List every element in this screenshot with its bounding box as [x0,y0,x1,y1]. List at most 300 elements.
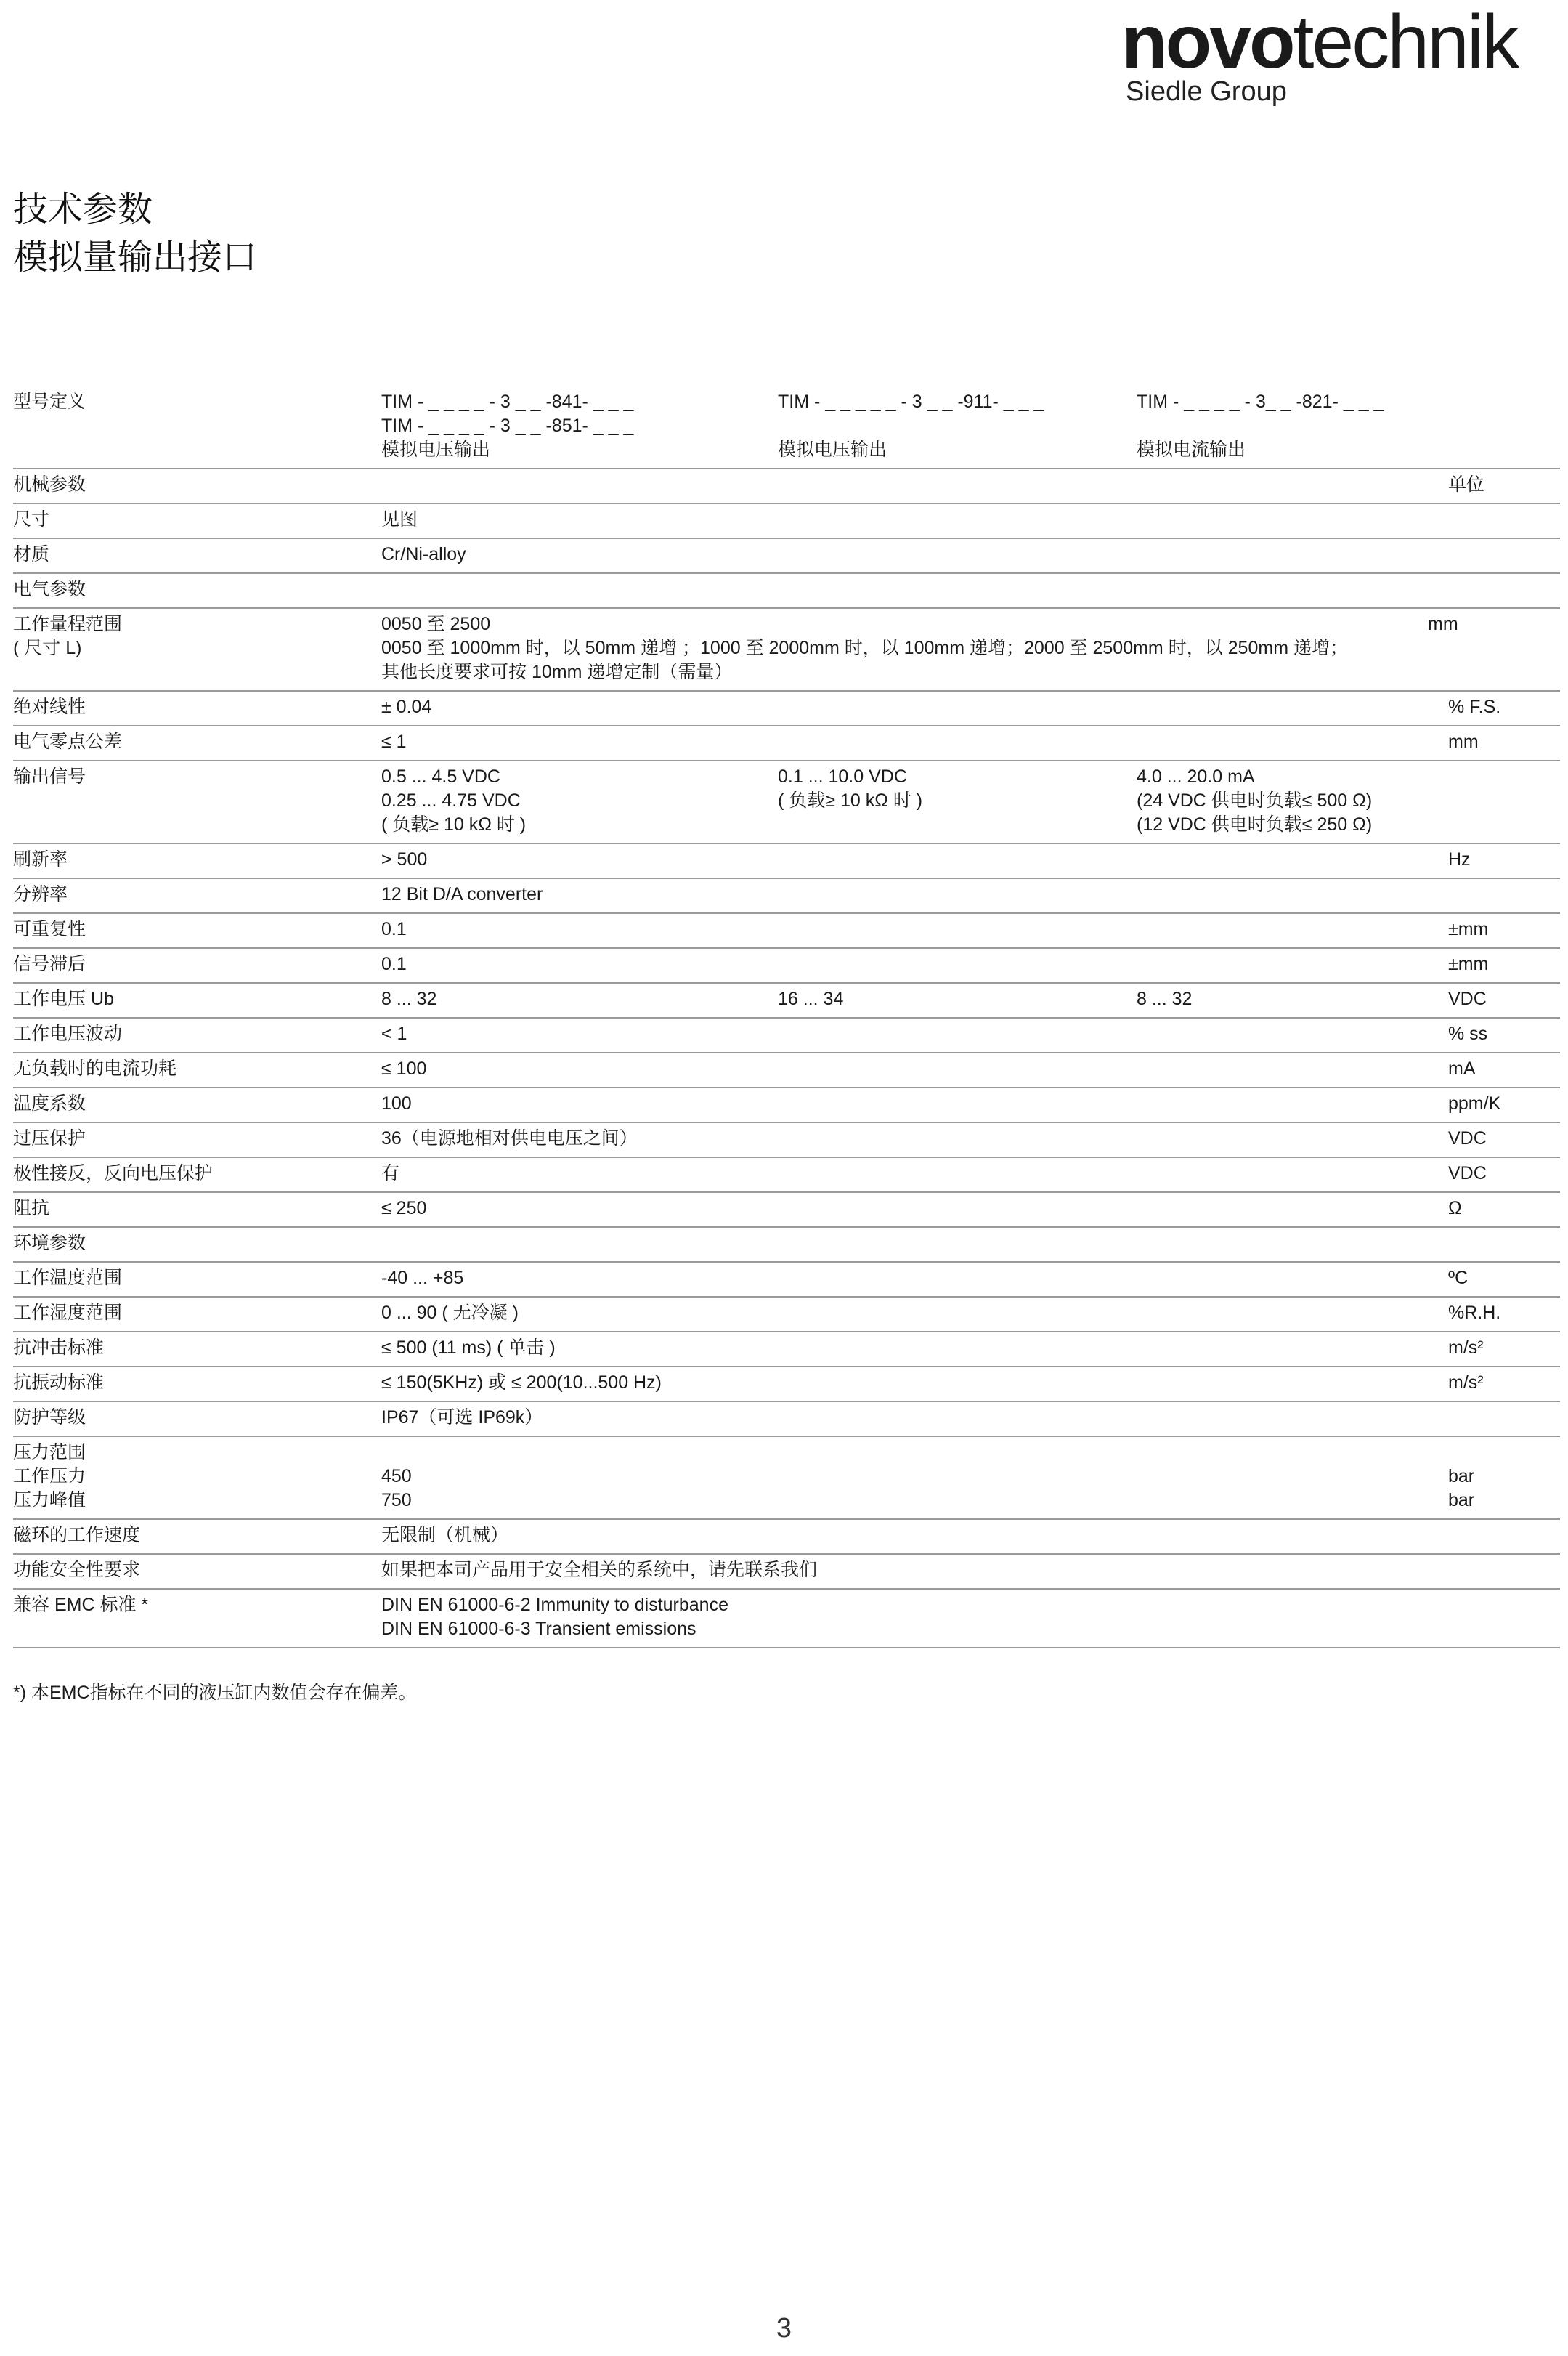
spec-value-2-line [778,848,1137,872]
spec-label-line: 刷新率 [13,849,68,870]
spec-label [13,730,381,754]
spec-value-1 [381,1197,778,1220]
spec-value-3 [1137,1266,1448,1290]
spec-label [13,508,381,532]
spec-row [13,726,1560,761]
spec-value-3 [1137,1336,1448,1360]
spec-label-line: ( 尺寸 L) [13,638,82,658]
spec-row [13,984,1560,1019]
spec-unit [1448,1092,1560,1116]
header-model-1-type: 模拟电压输出 [381,440,491,460]
spec-value-1-line: ( 负载≥ 10 kΩ 时 ) [381,814,527,835]
spec-label [13,1301,381,1325]
spec-unit-line: Hz [1448,849,1471,870]
spec-value-1-line: 0.5 ... 4.5 VDC [381,766,500,787]
spec-unit-line: m/s² [1448,1372,1484,1393]
spec-label-line: 工作电压 Ub [13,989,114,1009]
spec-value-1 [381,1231,778,1255]
spec-value-3 [1137,1092,1448,1116]
spec-label [13,695,381,719]
spec-value-3-line [1137,1523,1448,1547]
spec-label-line: 电气参数 [13,579,86,599]
spec-unit-line: VDC [1448,1163,1487,1183]
spec-value-1 [381,1441,778,1513]
spec-value-3-line [1137,508,1448,532]
spec-label [13,1127,381,1151]
spec-value-1-line: 0.1 [381,954,407,974]
spec-label-line: 温度系数 [13,1093,86,1114]
spec-label [13,918,381,942]
spec-unit [1448,987,1560,1011]
spec-value-3 [1137,543,1448,567]
spec-value-2-line [778,918,1137,942]
spec-value-1-line: 0.1 [381,919,407,939]
spec-value-1-line: 如果把本司产品用于安全相关的系统中，请先联系我们 [381,1560,818,1580]
spec-value-1-line: 0 ... 90 ( 无冷凝 ) [381,1303,519,1323]
spec-value-line: 0050 至 1000mm 时，以 50mm 递增 ；1000 至 2000mm 时，以 100mm 递增；2000 至 2500mm 时，以 250mm 递增； [381,638,1348,658]
spec-value-3 [1137,1231,1448,1255]
spec-value-1 [381,848,778,872]
spec-value-1-line: 36（电源地相对供电电压之间） [381,1128,638,1149]
spec-row [13,504,1560,539]
spec-row [13,1555,1560,1590]
spec-value-3 [1137,987,1448,1011]
spec-value-1-line [381,578,778,602]
spec-value-2-line: 0.1 ... 10.0 VDC [778,766,907,787]
spec-value-1-line: Cr/Ni-alloy [381,544,466,564]
spec-label-line: 输出信号 [13,766,86,787]
spec-unit-line [1448,1406,1560,1430]
spec-value-2-line [778,1593,1137,1617]
spec-label-line: 绝对线性 [13,697,86,717]
spec-unit-line [1448,1617,1560,1641]
spec-unit-line [1428,636,1560,660]
header-unit [1448,390,1560,462]
spec-unit [1448,695,1560,719]
spec-value-2-line [778,1558,1137,1582]
header-model-2-line: TIM - _ _ _ _ _ - 3 _ _ -911- _ _ _ [778,392,1044,412]
spec-value-1-line [381,1441,778,1465]
spec-row [13,914,1560,949]
spec-unit-line [1448,765,1560,789]
spec-unit-line [1448,883,1560,907]
spec-row [13,844,1560,879]
spec-unit [1448,1558,1560,1582]
spec-label-line: 工作电压波动 [13,1024,123,1044]
logo-wordmark [1121,0,1517,84]
spec-value-1-line: ± 0.04 [381,697,432,717]
spec-value-2-line [778,1523,1137,1547]
spec-value-2-line [778,1489,1137,1513]
spec-row [13,1367,1560,1402]
spec-value-3-line [1137,1558,1448,1582]
page-number: 3 [776,2313,792,2344]
spec-unit-line: mm [1428,614,1458,634]
spec-value-3 [1137,508,1448,532]
spec-unit [1448,1022,1560,1046]
spec-label [13,1057,381,1081]
spec-unit [1448,578,1560,602]
spec-value-2-line [778,1465,1137,1489]
spec-value-2 [778,1266,1137,1290]
spec-value-3 [1137,578,1448,602]
spec-unit-line [1448,543,1560,567]
spec-label-line: 极性接反，反向电压保护 [13,1163,214,1183]
spec-row [13,1590,1560,1648]
spec-value-3-line [1137,578,1448,602]
spec-label-line: 无负载时的电流功耗 [13,1058,177,1079]
spec-value-1 [381,1127,778,1151]
spec-value-2-line [778,813,1137,837]
spec-label [13,578,381,602]
spec-value-1-line: IP67（可选 IP69k） [381,1407,543,1428]
spec-value-3 [1137,1406,1448,1430]
spec-label [13,1092,381,1116]
spec-unit-line [1448,578,1560,602]
spec-label-line: 可重复性 [13,919,86,939]
spec-label [13,1197,381,1220]
spec-row [13,1263,1560,1298]
spec-label-line: 工作温度范围 [13,1268,123,1288]
spec-label [13,987,381,1011]
spec-value-3 [1137,730,1448,754]
spec-label-line: 环境参数 [13,1233,86,1253]
spec-unit [1448,543,1560,567]
spec-label-line [13,660,381,684]
spec-value-2 [778,508,1137,532]
spec-label-line: 防护等级 [13,1407,86,1428]
spec-value-1 [381,508,778,532]
page-title-line-1: 技术参数 [13,190,153,229]
logo-subtitle: Siedle Group [1126,76,1287,107]
spec-value-2-line [778,473,1137,497]
spec-label [13,1523,381,1547]
spec-value-1-line: 见图 [381,509,418,530]
spec-value-2 [778,1162,1137,1186]
spec-label-line: 抗冲击标准 [13,1337,105,1358]
logo-bold: novo [1121,0,1293,84]
spec-value-3-line [1137,1371,1448,1395]
spec-value-2-line [778,1617,1137,1641]
header-label: 型号定义 [13,392,86,412]
spec-value-2 [778,883,1137,907]
spec-row [13,692,1560,726]
spec-value-1 [381,1162,778,1186]
spec-value-2-line [778,1057,1137,1081]
spec-unit-line: 单位 [1448,474,1485,495]
spec-value-3 [1137,883,1448,907]
spec-label [13,1266,381,1290]
spec-value-1-line: DIN EN 61000-6-3 Transient emissions [381,1619,696,1639]
spec-value-3 [1137,1523,1448,1547]
spec-row [13,1437,1560,1520]
spec-unit-line: ppm/K [1448,1093,1501,1114]
spec-value-2-line [778,1266,1137,1290]
spec-row [13,609,1560,692]
spec-row [13,1088,1560,1123]
spec-value-2-line [778,952,1137,976]
spec-label-line: 分辨率 [13,884,68,904]
spec-value-3-line [1137,848,1448,872]
spec-value-1-line: 0.25 ... 4.75 VDC [381,790,521,811]
spec-unit [1448,1441,1560,1513]
spec-value-3 [1137,1371,1448,1395]
spec-value-1 [381,952,778,976]
spec-label-line [13,1617,381,1641]
spec-unit-line: % ss [1448,1024,1488,1044]
spec-unit-line: mA [1448,1058,1476,1079]
spec-value-1 [381,578,778,602]
spec-value-2 [778,1441,1137,1513]
spec-unit [1448,473,1560,497]
spec-unit [1448,730,1560,754]
spec-unit [1428,612,1560,684]
spec-label [13,1336,381,1360]
spec-value-2 [778,1301,1137,1325]
spec-value-1-line [381,473,778,497]
spec-value-2-line [778,1092,1137,1116]
spec-unit-line: % F.S. [1448,697,1501,717]
spec-value-3 [1137,473,1448,497]
spec-unit-line: bar [1448,1490,1475,1510]
header-model-3-line [1137,414,1448,438]
spec-value-3-line [1137,1266,1448,1290]
spec-value-3 [1137,695,1448,719]
spec-unit-line: ±mm [1448,954,1489,974]
spec-row [13,1228,1560,1263]
spec-unit-line: VDC [1448,989,1487,1009]
spec-unit-line: %R.H. [1448,1303,1501,1323]
spec-value-2-line [778,730,1137,754]
spec-label-line: 电气零点公差 [13,732,123,752]
spec-value-1-line: ≤ 250 [381,1198,427,1218]
spec-value-2 [778,918,1137,942]
spec-value [381,612,1428,684]
spec-unit [1448,1197,1560,1220]
spec-label-line: 磁环的工作速度 [13,1525,141,1545]
spec-unit-line [1448,1593,1560,1617]
header-model-2 [778,390,1137,462]
spec-label [13,765,381,837]
spec-unit-line [1448,813,1560,837]
spec-row [13,1053,1560,1088]
spec-value-3-line [1137,1465,1448,1489]
spec-value-1 [381,1406,778,1430]
spec-unit [1448,508,1560,532]
spec-value-1 [381,1057,778,1081]
spec-row [13,1520,1560,1555]
logo-light: technik [1293,0,1517,84]
spec-value-1-line: 无限制（机械） [381,1525,509,1545]
page-title [13,186,257,282]
spec-row [13,1193,1560,1228]
spec-label-line: 压力峰值 [13,1490,86,1510]
spec-unit-line: ±mm [1448,919,1489,939]
spec-value-2 [778,730,1137,754]
spec-label-line: 工作湿度范围 [13,1303,123,1323]
spec-value-3 [1137,1057,1448,1081]
spec-value-1-line: 450 [381,1466,412,1486]
spec-value-1 [381,1092,778,1116]
spec-unit [1448,1523,1560,1547]
spec-value-1 [381,1301,778,1325]
spec-value-1-line [381,1231,778,1255]
spec-label [13,1441,381,1513]
spec-value-1 [381,695,778,719]
spec-value-1 [381,1371,778,1395]
spec-value-3-line: 4.0 ... 20.0 mA [1137,766,1255,787]
spec-value-line: 其他长度要求可按 10mm 递增定制（需量） [381,662,733,682]
spec-value-2-line [778,1127,1137,1151]
spec-label [13,952,381,976]
header-model-1-line: TIM - _ _ _ _ - 3 _ _ -841- _ _ _ [381,392,634,412]
spec-unit [1448,1266,1560,1290]
spec-unit-line [1448,789,1560,813]
spec-label [13,1231,381,1255]
spec-unit [1448,1336,1560,1360]
spec-label-line: 压力范围 [13,1442,86,1462]
spec-value-1-line: > 500 [381,849,428,870]
spec-label-line [13,789,381,813]
spec-value-2-line [778,1022,1137,1046]
spec-value-2-line [778,508,1137,532]
spec-unit [1448,1406,1560,1430]
spec-unit [1448,1371,1560,1395]
spec-value-2-line [778,1336,1137,1360]
spec-value-2 [778,1523,1137,1547]
spec-unit [1448,883,1560,907]
spec-value-3-line [1137,1406,1448,1430]
spec-value-3 [1137,1558,1448,1582]
spec-value-2 [778,848,1137,872]
spec-value-1-line: 有 [381,1163,400,1183]
spec-value-3-line [1137,1231,1448,1255]
spec-value-3-line: (12 VDC 供电时负载≤ 250 Ω) [1137,814,1373,835]
spec-label [13,612,381,684]
spec-label [13,1022,381,1046]
spec-unit-line [1448,1523,1560,1547]
spec-unit-line: mm [1448,732,1479,752]
spec-value-3 [1137,918,1448,942]
spec-row [13,1402,1560,1437]
spec-label-line: 工作量程范围 [13,614,123,634]
header-model-2-line [778,414,1137,438]
spec-value-1-line: ≤ 100 [381,1058,427,1079]
spec-value-2 [778,1593,1137,1641]
spec-value-3 [1137,1022,1448,1046]
spec-label [13,883,381,907]
spec-row [13,879,1560,914]
header-model-3-line: TIM - _ _ _ _ - 3_ _ -821- _ _ _ [1137,392,1384,412]
spec-value-3 [1137,1162,1448,1186]
spec-value-3-line [1137,730,1448,754]
spec-value-1 [381,987,778,1011]
spec-value-2 [778,1336,1137,1360]
spec-value-2-line [778,695,1137,719]
spec-label-line: 功能安全性要求 [13,1560,141,1580]
spec-unit-line: bar [1448,1466,1475,1486]
spec-row [13,1332,1560,1367]
spec-value-3-line [1137,473,1448,497]
spec-value-1-line: -40 ... +85 [381,1268,464,1288]
spec-value-line: 0050 至 2500 [381,614,491,634]
spec-value-3-line [1137,883,1448,907]
spec-value-3-line [1137,1092,1448,1116]
spec-row [13,1158,1560,1193]
spec-value-1-line: 12 Bit D/A converter [381,884,543,904]
spec-value-2-line [778,1197,1137,1220]
spec-label [13,1406,381,1430]
spec-unit [1448,952,1560,976]
spec-unit [1448,1593,1560,1641]
spec-table [13,386,1560,1648]
spec-value-3 [1137,765,1448,837]
spec-row [13,539,1560,574]
spec-value-1 [381,473,778,497]
spec-value-3-line [1137,918,1448,942]
spec-value-3-line [1137,695,1448,719]
spec-value-1 [381,730,778,754]
spec-value-3-line [1137,1336,1448,1360]
spec-value-1 [381,1558,818,1582]
spec-value-2 [778,1558,1137,1582]
spec-value-1 [381,883,778,907]
spec-unit-line [1448,1558,1560,1582]
spec-value-2 [778,1231,1137,1255]
spec-unit [1448,1301,1560,1325]
spec-value-2 [778,473,1137,497]
spec-label-line: 过压保护 [13,1128,86,1149]
spec-unit [1448,848,1560,872]
spec-value-3-line [1137,1593,1448,1617]
spec-value-2 [778,1406,1137,1430]
spec-value-1 [381,1336,778,1360]
spec-unit-line [1428,660,1560,684]
spec-value-2-line: 16 ... 34 [778,989,844,1009]
spec-unit [1448,765,1560,837]
spec-row [13,1019,1560,1053]
spec-value-3 [1137,1593,1448,1641]
spec-value-1-line: < 1 [381,1024,407,1044]
header-model-3-type: 模拟电流输出 [1137,440,1246,460]
spec-value-1-line: ≤ 1 [381,732,407,752]
spec-value-2 [778,543,1137,567]
spec-unit-line: ºC [1448,1268,1469,1288]
spec-label-line: 兼容 EMC 标准 * [13,1595,149,1615]
spec-value-3 [1137,848,1448,872]
spec-value-1 [381,1523,778,1547]
spec-value-3-line [1137,1162,1448,1186]
spec-label-line: 信号滞后 [13,954,86,974]
spec-value-1-line: ≤ 150(5KHz) 或 ≤ 200(10...500 Hz) [381,1372,662,1393]
spec-value-3-line [1137,952,1448,976]
spec-value-3 [1137,952,1448,976]
spec-value-1-line: 8 ... 32 [381,989,437,1009]
spec-value-2-line [778,578,1137,602]
spec-value-3 [1137,1301,1448,1325]
spec-value-2 [778,987,1137,1011]
spec-value-2 [778,765,1137,837]
spec-value-1 [381,1022,778,1046]
spec-value-3 [1137,1441,1448,1513]
company-logo [1121,0,1517,107]
spec-value-2 [778,1057,1137,1081]
spec-unit [1448,1231,1560,1255]
spec-value-3 [1137,1127,1448,1151]
spec-label [13,1593,381,1641]
spec-unit [1448,1162,1560,1186]
spec-unit-line [1448,508,1560,532]
